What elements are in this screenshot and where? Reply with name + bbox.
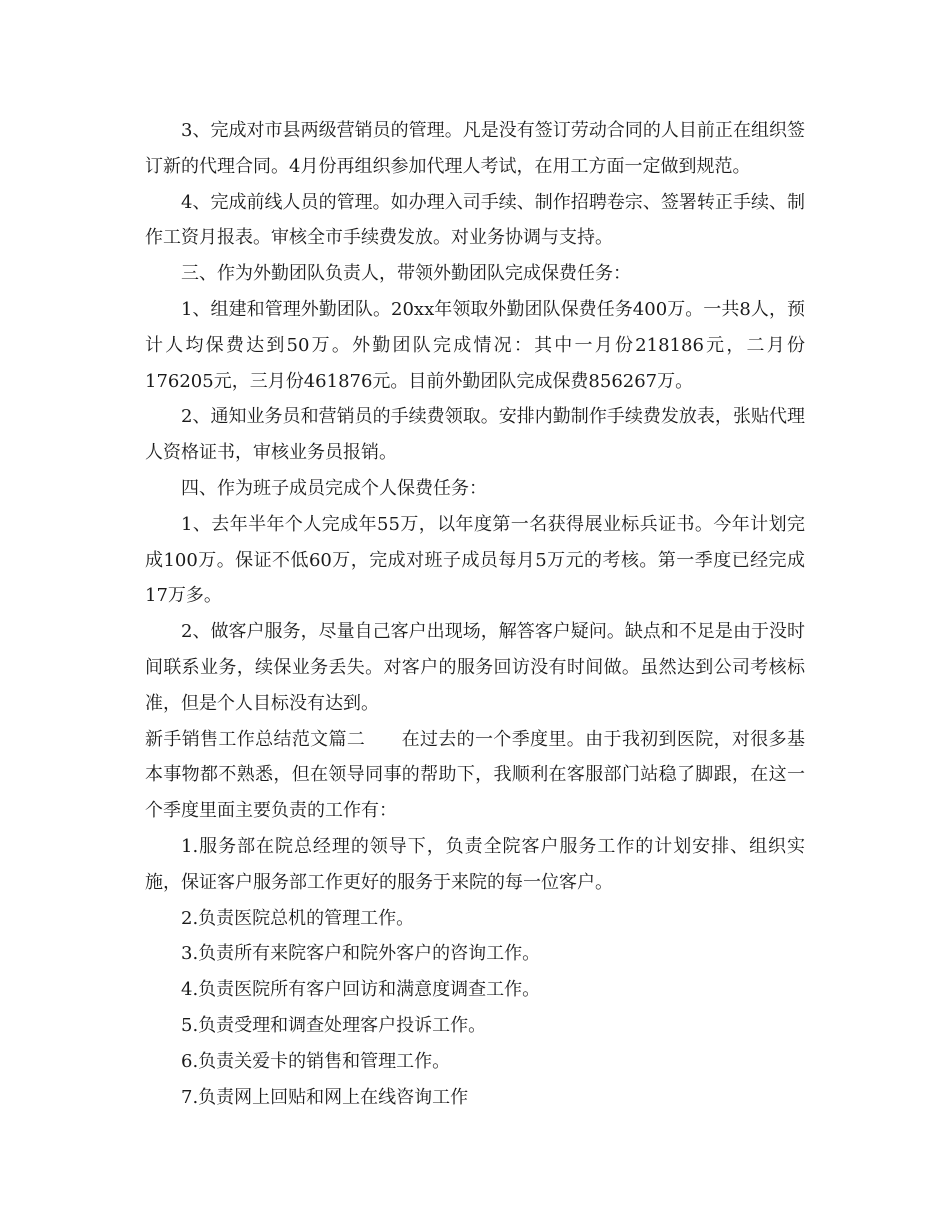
section-title: 新手销售工作总结范文篇二 xyxy=(145,728,366,750)
paragraph-item-4: 4、完成前线人员的管理。如办理入司手续、制作招聘卷宗、签署转正手续、制作工资月报表。审核全市手续费发放。对业务协调与支持。 xyxy=(145,191,805,249)
paragraph-team-2: 2、通知业务员和营销员的手续费领取。安排内勤制作手续费发放表，张贴代理人资格证书，审核业务员报销。 xyxy=(145,406,805,464)
section-two-paragraph xyxy=(145,722,805,829)
list-item: 1.服务部在院总经理的领导下，负责全院客户服务工作的计划安排、组织实施，保证客户服务部工作更好的服务于来院的每一位客户。 xyxy=(145,835,805,893)
section-heading-four: 四、作为班子成员完成个人保费任务： xyxy=(181,477,487,499)
paragraph-team-1: 1、组建和管理外勤团队。20xx年领取外勤团队保费任务400万。一共8人，预计人均保费达到50万。外勤团队完成情况：其中一月份218186元，二月份176205元，三月份461876元。目前外勤团队完成保费856267万。 xyxy=(145,298,805,392)
list-item: 6.负责关爱卡的销售和管理工作。 xyxy=(181,1050,451,1072)
document-body xyxy=(145,113,805,1115)
paragraph-personal-1: 1、去年半年个人完成年55万，以年度第一名获得展业标兵证书。今年计划完成100万。保证不低60万，完成对班子成员每月5万元的考核。第一季度已经完成17万多。 xyxy=(145,513,805,607)
section-intro: 在过去的一个季度里。由于我初到医院，对很多基本事物都不熟悉，但在领导同事的帮助下，我顺利在客服部门站稳了脚跟，在这一个季度里面主要负责的工作有： xyxy=(145,728,805,822)
section-heading-three: 三、作为外勤团队负责人，带领外勤团队完成保费任务： xyxy=(181,263,631,285)
list-item: 2.负责医院总机的管理工作。 xyxy=(181,907,415,929)
list-item: 5.负责受理和调查处理客户投诉工作。 xyxy=(181,1014,487,1036)
paragraph-item-3: 3、完成对市县两级营销员的管理。凡是没有签订劳动合同的人目前正在组织签订新的代理合同。4月份再组织参加代理人考试，在用工方面一定做到规范。 xyxy=(145,120,805,177)
paragraph-personal-2: 2、做客户服务，尽量自己客户出现场，解答客户疑问。缺点和不足是由于没时间联系业务，续保业务丢失。对客户的服务回访没有时间做。虽然达到公司考核标准，但是个人目标没有达到。 xyxy=(145,621,805,714)
list-item: 4.负责医院所有客户回访和满意度调查工作。 xyxy=(181,979,541,1001)
list-item: 7.负责网上回贴和网上在线咨询工作 xyxy=(181,1086,469,1108)
list-item: 3.负责所有来院客户和院外客户的咨询工作。 xyxy=(181,943,541,965)
